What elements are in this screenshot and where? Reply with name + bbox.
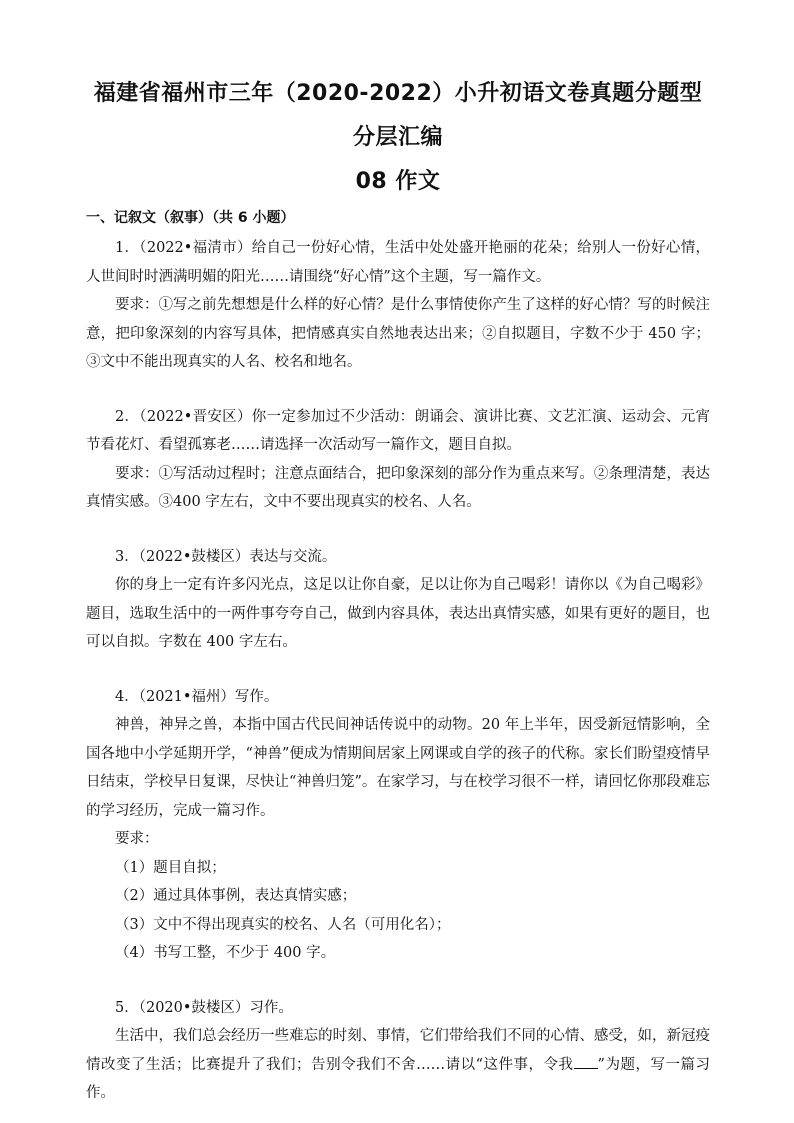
question-4-requirement-3: （3）文中不得出现真实的校名、人名（可用化名）；: [115, 916, 451, 933]
document-title-line1: 福建省福州市三年（2020-2022）小升初语文卷真题分题型分层汇编: [93, 81, 703, 150]
question-1-prompt: 1．（2022•福清市）给自己一份好心情，生活中处处盛开艳丽的花朵；给别人一份好心情，人世间时时洒满明媚的阳光……请围绕“好心情”这个主题，写一篇作文。: [86, 240, 710, 285]
question-5-prompt: [86, 1022, 710, 1108]
question-5: [86, 994, 710, 1108]
question-1-requirements: 要求：①写之前先想想是什么样的好心情？是什么事情使你产生了这样的好心情？写的时候注意，把印象深刻的内容写具体，把情感真实自然地表达出来；②自拟题目，字数不少于 450 字；③文中不能出现真实的人名、校名和地名。: [86, 297, 711, 370]
section-heading: 一、记叙文（叙事）（共 6 小题）: [86, 210, 295, 226]
question-4-heading: 4．（2021•福州）写作。: [115, 688, 279, 705]
question-4-prompt: 神兽，神异之兽，本指中国古代民间神话传说中的动物。20 年上半年，因受新冠情影响，全国各地中小学延期开学，“神兽”便成为情期间居家上网课或自学的孩子的代称。家长们盼望疫情早日结束，学校早日复课，尽快让“神兽归笼”。在家学习，与在校学习很不一样，请回忆你那段难忘的学习经历，完成一篇习作。: [86, 717, 710, 819]
question-4-requirement-1: （1）题目自拟；: [115, 859, 226, 876]
question-5-prompt-text: 生活中，我们总会经历一些难忘的时刻、事情，它们带给我们不同的心情、感受，如，新冠疫情改变了生活；比赛提升了我们；告别令我们不舍……请以“这件事，令我: [86, 1028, 710, 1073]
question-2-prompt: 2．（2022•晋安区）你一定参加过不少活动：朗诵会、演讲比赛、文艺汇演、运动会、元宵节看花灯、看望孤寡老……请选择一次活动写一篇作文，题目自拟。: [86, 408, 710, 453]
question-5-heading: 5．（2020•鼓楼区）习作。: [115, 999, 293, 1016]
spacer: [86, 657, 710, 683]
question-3-prompt: 你的身上一定有许多闪光点，这足以让你自豪，足以让你为自己喝彩！请你以《为自己喝彩》题目，选取生活中的一两件事夸夸自己，做到内容具体，表达出真情实感，如果有更好的题目，也可以自拟。字数在 400 字左右。: [86, 577, 710, 650]
question-4: [86, 683, 710, 968]
document-title-line2: 08 作文: [355, 169, 441, 194]
question-4-requirement-4: （4）书写工整，不少于 400 字。: [115, 945, 336, 961]
spacer: [86, 517, 710, 543]
question-5-prompt-tail: ”为题，写一篇习作。: [86, 1056, 710, 1101]
question-4-requirement-2: （2）通过具体事例，表达真情实感；: [115, 888, 357, 904]
fill-in-blank: [574, 1054, 598, 1069]
question-3-heading: 3．（2022•鼓楼区）表达与交流。: [115, 548, 337, 565]
question-4-requirements-label: 要求：: [115, 831, 159, 847]
spacer: [86, 968, 710, 994]
question-2-requirements: 要求：①写活动过程时；注意点面结合，把印象深刻的部分作为重点来写。②条理清楚，表达真情实感。③400 字左右，文中不要出现真实的校名、人名。: [86, 465, 710, 510]
question-1: [86, 234, 710, 377]
spacer: [86, 377, 710, 403]
question-3: [86, 543, 710, 657]
question-2: [86, 403, 710, 517]
